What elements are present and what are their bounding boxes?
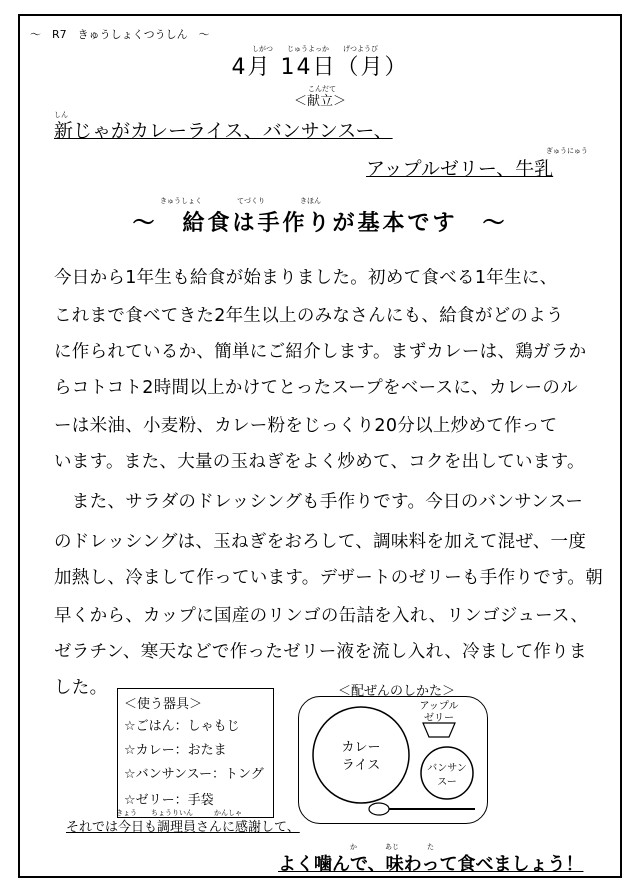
bowl-label-2: スー <box>437 777 457 788</box>
body-line: 加熱し、冷まして作っています。デザートのゼリーも手作りです。朝 <box>54 568 603 588</box>
rice-plate-label-2: ライス <box>341 758 381 773</box>
utensils-box <box>117 688 274 818</box>
jelly-label-2: ゼリー <box>424 713 454 724</box>
body-line: らコトコト2時間以上かけてとったスープをベースに、カレーのル <box>54 378 578 398</box>
body-line: ゼラチン、寒天などで作ったゼリー液を流し入れ、冷まして作りま <box>54 642 587 662</box>
utensil-item: ☆バンサンスー：トング <box>124 767 264 782</box>
body-line: います。また、大量の玉ねぎをよく炒めて、コクを出しています。 <box>54 452 585 472</box>
kondate-ruby: こんだて <box>308 85 336 93</box>
title-ruby: きゅうしょく てづくり きほん <box>160 197 321 205</box>
jelly-cup <box>423 723 455 737</box>
newsletter-page <box>18 14 622 878</box>
body-line: ーは米油、小麦粉、カレー粉をじっくり20分以上炒めて作って <box>54 416 558 436</box>
serving-tray-diagram <box>298 696 488 824</box>
closing-line-2: よく噛んで、味わって食べましょう！ <box>278 854 584 875</box>
utensil-item: ☆ゼリー：手袋 <box>124 793 214 808</box>
utensil-item: ☆ごはん：しゃもじ <box>124 719 240 734</box>
article-title: ～ 給食は手作りが基本です ～ <box>132 211 508 236</box>
rice-plate <box>313 707 409 803</box>
tray-label: ＜配ぜんのしかた＞ <box>338 684 456 699</box>
utensil-item: ☆カレー：おたま <box>124 743 227 758</box>
rice-plate-label-1: カレー <box>341 740 381 755</box>
menu-ruby: しん <box>54 111 68 119</box>
closing2-ruby: か あじ た <box>350 843 434 851</box>
tray-illustration <box>299 697 487 823</box>
bowl-label-1: バンサン <box>427 763 467 774</box>
body-line: のドレッシングは、玉ねぎをおろして、調味料を加えて混ぜ、一度 <box>54 532 587 552</box>
closing-line-1: それでは今日も調理員さんに感謝して、 <box>66 820 300 835</box>
date-ruby: しがつ じゅうよっか げつようび <box>252 45 378 53</box>
body-line: 今日から1年生も給食が始まりました。初めて食べる1年生に、 <box>54 268 558 288</box>
spoon-icon <box>369 803 389 815</box>
newsletter-header: ～ R7 きゅうしょくつうしん ～ <box>30 28 210 41</box>
body-line: した。 <box>54 678 108 698</box>
body-line: 早くから、カップに国産のリンゴの缶詰を入れ、リンゴジュース、 <box>54 606 589 626</box>
body-line: また、サラダのドレッシングも手作りです。今日のバンサンスー <box>54 492 584 512</box>
date: 4月 14日（月） <box>231 55 409 80</box>
menu-line-1: 新じゃがカレーライス、バンサンスー、 <box>54 120 393 142</box>
body-line: に作られているか、簡単にご紹介します。まずカレーは、鶏ガラか <box>54 342 587 362</box>
kondate-label: ＜献立＞ <box>293 94 346 109</box>
utensils-title: ＜使う器具＞ <box>124 697 203 712</box>
closing-ruby: きょう ちょうりいん かんしゃ <box>116 809 242 817</box>
jelly-label-1: アップル <box>419 701 459 712</box>
body-line: これまで食べてきた2年生以上のみなさんにも、給食がどのよう <box>54 306 564 326</box>
menu-line-2: アップルゼリー、牛乳 <box>366 158 554 180</box>
milk-ruby: ぎゅうにゅう <box>546 147 588 155</box>
